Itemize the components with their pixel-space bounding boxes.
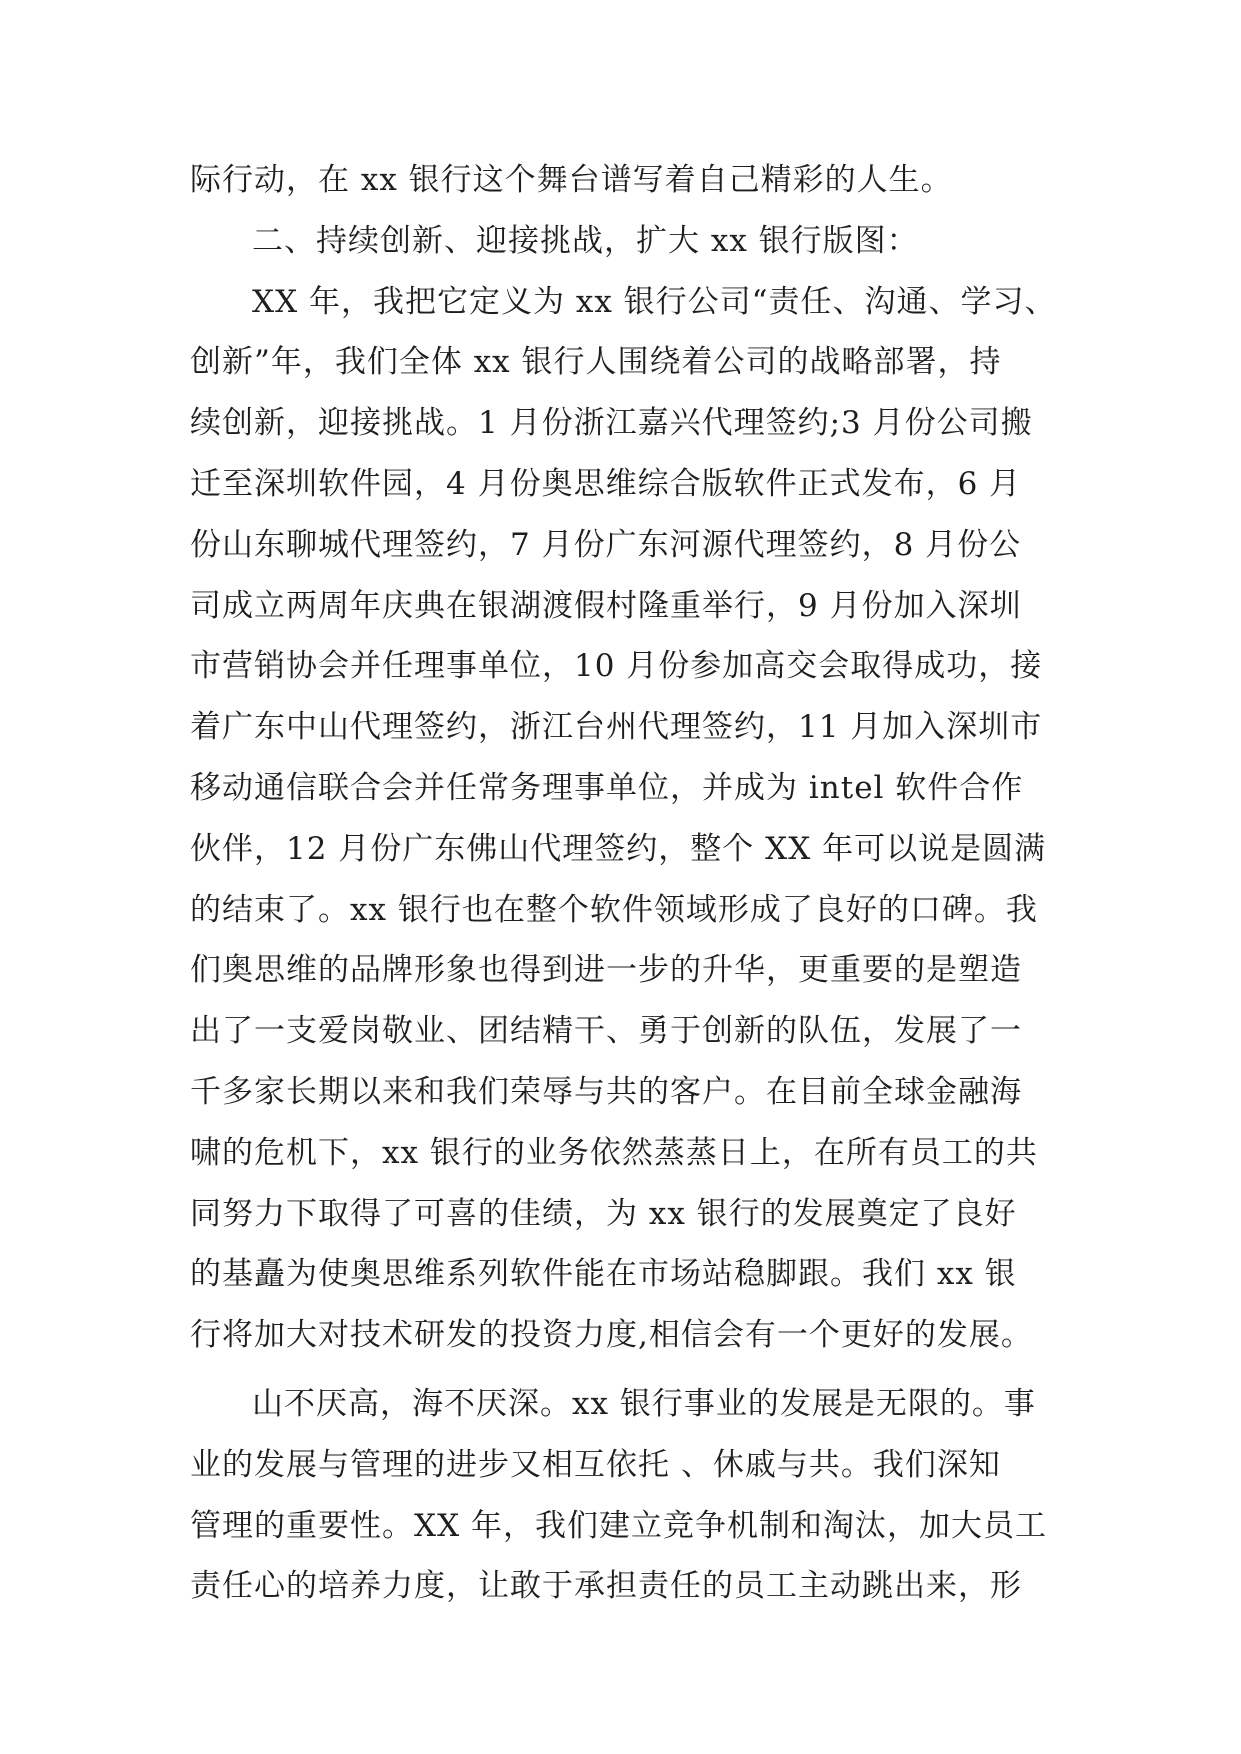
paragraph-gap — [190, 1366, 1070, 1374]
text-line: 迁至深圳软件园，4 月份奥思维综合版软件正式发布，6 月 — [190, 465, 1022, 502]
document-body — [190, 150, 1070, 1617]
text-line: 同努力下取得了可喜的佳绩，为 xx 银行的发展奠定了良好 — [190, 1195, 1017, 1232]
text-line: 的基矗为使奥思维系列软件能在市场站稳脚跟。我们 xx 银 — [190, 1256, 1017, 1293]
text-line: 行将加大对技术研发的投资力度,相信会有一个更好的发展。 — [190, 1317, 1033, 1354]
text-line: 市营销协会并任理事单位，10 月份参加高交会取得成功，接 — [190, 648, 1043, 685]
text-line: 着广东中山代理签约，浙江台州代理签约，11 月加入深圳市 — [190, 709, 1043, 746]
text-line: 啸的危机下，xx 银行的业务依然蒸蒸日上，在所有员工的共 — [190, 1134, 1038, 1171]
text-line: XX 年，我把它定义为 xx 银行公司“责任、沟通、学习、 — [252, 283, 1057, 320]
text-line: 创新”年，我们全体 xx 银行人围绕着公司的战略部署，持 — [190, 344, 1002, 381]
section-heading: 二、持续创新、迎接挑战，扩大 xx 银行版图： — [252, 222, 919, 259]
text-line: 际行动，在 xx 银行这个舞台谱写着自己精彩的人生。 — [190, 162, 953, 198]
text-line: 出了一支爱岗敬业、团结精干、勇于创新的队伍，发展了一 — [190, 1013, 1022, 1050]
text-line: 份山东聊城代理签约，7 月份广东河源代理签约，8 月份公 — [190, 526, 1022, 563]
text-line: 山不厌高，海不厌深。xx 银行事业的发展是无限的。事 — [252, 1385, 1036, 1422]
text-line: 司成立两周年庆典在银湖渡假村隆重举行，9 月份加入深圳 — [190, 587, 1022, 624]
text-line: 千多家长期以来和我们荣辱与共的客户。在目前全球金融海 — [190, 1073, 1022, 1110]
text-line: 们奥思维的品牌形象也得到进一步的升华，更重要的是塑造 — [190, 952, 1022, 989]
text-line: 伙伴，12 月份广东佛山代理签约，整个 XX 年可以说是圆满 — [190, 830, 1047, 867]
text-line: 移动通信联合会并任常务理事单位，并成为 intel 软件合作 — [190, 769, 1024, 806]
text-line: 责任心的培养力度，让敢于承担责任的员工主动跳出来，形 — [190, 1568, 1022, 1605]
text-line: 续创新，迎接挑战。1 月份浙江嘉兴代理签约;3 月份公司搬 — [190, 405, 1033, 442]
text-line: 的结束了。xx 银行也在整个软件领域形成了良好的口碑。我 — [190, 891, 1038, 928]
text-line: 业的发展与管理的进步又相互依托 、休戚与共。我们深知 — [190, 1446, 1001, 1483]
text-line: 管理的重要性。XX 年，我们建立竞争机制和淘汰，加大员工 — [190, 1507, 1047, 1544]
